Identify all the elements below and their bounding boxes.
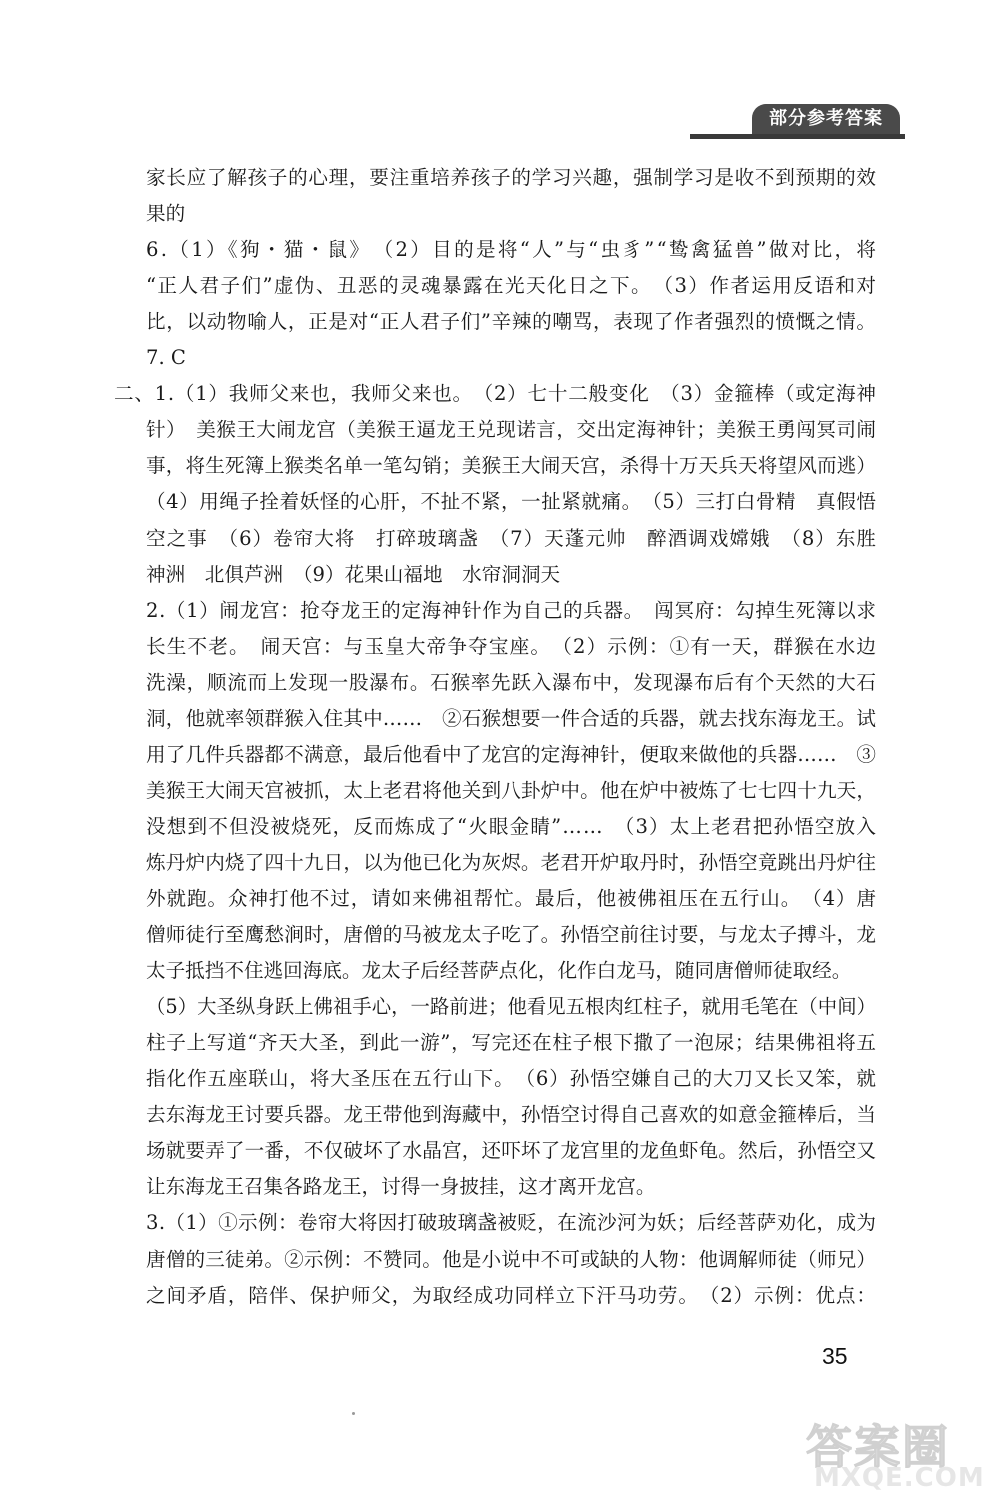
- text-line: [146, 665, 877, 701]
- text-line: [146, 773, 876, 809]
- text-line: [146, 809, 877, 845]
- text-line-content: 神洲 北俱芦洲 （9）花果山福地 水帘洞洞天: [146, 562, 561, 586]
- header-rule: [690, 134, 905, 139]
- text-line: [146, 1133, 876, 1169]
- text-line-content: 2.（1）闹龙宫：抢夺龙王的定海神针作为自己的兵器。 闯冥府：勾掉生死簿以求: [146, 598, 877, 622]
- text-line-content: 比，以动物喻人，正是对“正人君子们”辛辣的嘲骂，表现了作者强烈的愤慨之情。: [146, 310, 877, 334]
- text-line-content: 家长应了解孩子的心理，要注重培养孩子的学习兴趣，强制学习是收不到预期的效: [146, 166, 877, 189]
- text-line-content: 洗澡，顺流而上发现一股瀑布。石猴率先跃入瀑布中，发现瀑布后有个天然的大石: [146, 670, 877, 694]
- text-line: [146, 1025, 877, 1061]
- text-line-content: 太子抵挡不住逃回海底。龙太子后经菩萨点化，化作白龙马，随同唐僧师徒取经。: [146, 959, 852, 983]
- text-line-content: 空之事 （6）卷帘大将 打碎玻璃盏 （7）天蓬元帅 醉酒调戏嫦娥 （8）东胜: [146, 526, 877, 550]
- text-line-content: 7. C: [146, 346, 186, 370]
- text-line: [146, 304, 877, 340]
- text-line-content: 指化作五座联山，将大圣压在五行山下。 （6）孙悟空嫌自己的大刀又长又笨，就: [146, 1067, 877, 1091]
- text-line: [146, 701, 876, 737]
- text-line: [146, 1169, 655, 1205]
- text-line-content: 炼丹炉内烧了四十九日，以为他已化为灰烬。老君开炉取丹时，孙悟空竟跳出丹炉往: [146, 850, 877, 874]
- text-line: [146, 917, 876, 953]
- text-line: [146, 268, 877, 304]
- text-line: [146, 1061, 877, 1097]
- page-number: 35: [822, 1343, 848, 1369]
- text-line-content: （5）大圣纵身跃上佛祖手心，一路前进；他看见五根肉红柱子，就用毛笔在（中间）: [146, 995, 876, 1019]
- text-line-content: 美猴王大闹天宫被抓，太上老君将他关到八卦炉中。他在炉中被炼了七七四十九天，: [146, 778, 877, 802]
- text-line: [146, 737, 876, 773]
- text-line: [146, 196, 185, 232]
- text-line-content: （4）用绳子拴着妖怪的心肝，不扯不紧，一扯紧就痛。 （5）三打白骨精 真假悟: [146, 490, 877, 514]
- text-line-content: 针） 美猴王大闹龙宫（美猴王逼龙王兑现诺言，交出定海神针；美猴王勇闯冥司闹: [146, 418, 877, 442]
- print-speck: [352, 1412, 355, 1415]
- text-line-content: 用了几件兵器都不满意，最后他看中了龙宫的定海神针，便取来做他的兵器…… ③: [146, 742, 877, 766]
- text-line-content: 洞，他就率领群猴入住其中…… ②石猴想要一件合适的兵器，就去找东海龙王。试: [146, 706, 877, 730]
- text-line-content: 二、1.（1）我师父来也，我师父来也。 （2）七十二般变化 （3）金箍棒（或定海神: [114, 382, 877, 406]
- text-line-content: 场就要弄了一番，不仅破坏了水晶宫，还吓坏了龙宫里的龙鱼虾龟。然后，孙悟空又: [146, 1139, 877, 1163]
- text-line: [146, 1097, 876, 1133]
- text-line: [146, 484, 877, 520]
- text-line-content: 之间矛盾，陪伴、保护师父，为取经成功同样立下汗马功劳。 （2）示例：优点：: [146, 1283, 877, 1307]
- text-line: [146, 629, 877, 665]
- text-line: [146, 953, 851, 989]
- watermark-logo: [806, 1411, 986, 1499]
- text-line: [146, 1242, 876, 1278]
- text-line-content: “正人君子们”虚伪、丑恶的灵魂暴露在光天化日之下。 （3）作者运用反语和对: [146, 274, 878, 298]
- watermark-main-text: 答案圈: [806, 1420, 950, 1474]
- text-line-content: 去东海龙王讨要兵器。龙王带他到海藏中，孙悟空讨得自己喜欢的如意金箍棒后，当: [146, 1103, 877, 1127]
- text-line: [146, 340, 186, 376]
- text-line-content: 没想到不但没被烧死，反而炼成了“火眼金睛”…… （3）太上老君把孙悟空放入: [146, 814, 878, 838]
- text-line: [146, 232, 878, 268]
- text-line: [146, 881, 877, 917]
- text-line-content: 3.（1）①示例：卷帘大将因打破玻璃盏被贬，在流沙河为妖；后经菩萨劝化，成为: [146, 1211, 877, 1235]
- text-line: [146, 160, 877, 196]
- text-line-content: 事，将生死簿上猴类名单一笔勾销；美猴王大闹天宫，杀得十万天兵天将望风而逃）: [146, 454, 877, 478]
- text-line-content: 柱子上写道“齐天大圣，到此一游”，写完还在柱子根下撒了一泡尿；结果佛祖将五: [146, 1031, 877, 1055]
- text-line: [146, 1205, 876, 1241]
- text-line-content: 僧师徒行至鹰愁涧时，唐僧的马被龙太子吃了。孙悟空前往讨要，与龙太子搏斗，龙: [146, 923, 877, 947]
- text-line: [146, 1278, 877, 1314]
- text-line-content: 果的: [146, 202, 186, 226]
- watermark-site-text: MXQE.COM: [814, 1463, 985, 1493]
- text-line-content: 外就跑。众神打他不过，请如来佛祖帮忙。最后，他被佛祖压在五行山。 （4）唐: [146, 887, 877, 910]
- text-line: [146, 412, 876, 448]
- text-line: [146, 845, 876, 881]
- text-line: [146, 593, 877, 629]
- text-line: [146, 557, 560, 593]
- text-line-content: 唐僧的三徒弟。②示例：不赞同。他是小说中不可或缺的人物：他调解师徒（师兄）: [146, 1247, 877, 1271]
- text-line: [146, 989, 883, 1025]
- text-line: [146, 448, 876, 484]
- section-header-tab: 部分参考答案: [752, 104, 900, 134]
- text-line-content: 长生不老。 闹天宫：与玉皇大帝争夺宝座。 （2）示例：①有一天，群猴在水边: [146, 634, 878, 658]
- text-line: [114, 376, 877, 412]
- text-line-content: 6.（1）《狗・猫・鼠》 （2）目的是将“人”与“虫豸”“鸷禽猛兽”做对比，将: [146, 238, 879, 262]
- text-line-content: 让东海龙王召集各路龙王，讨得一身披挂，这才离开龙宫。: [146, 1175, 656, 1199]
- text-line: [146, 521, 877, 557]
